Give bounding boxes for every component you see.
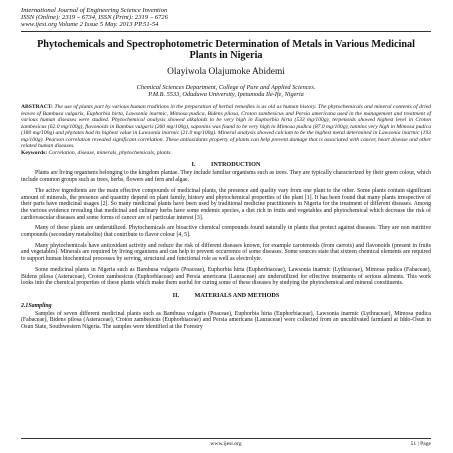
- journal-name: International Journal of Engineering Science Invention: [21, 7, 168, 14]
- journal-issn: ISSN (Online): 2319 – 6734, ISSN (Print): 2319 – 6726: [21, 14, 168, 22]
- page-footer: [21, 438, 431, 448]
- header-rule: [21, 31, 431, 32]
- abstract-text: The use of plants part by various human traditions in the preparation of herbal remedies is as old as human history. The phytochemicals and mineral contents of dried leaves of Bambusa vulgaris, Euphorbia hirta, Lawsonia inarmic, Mimosa pudica, Bidens pilosa, Croton zambesicus and Persia americana used in the management and treatment of various human diseases were studied. Phytochemical analysis showed alkaloids to be very high in Euphorbia hirta (533 mg/100g), terpenoids showed highest level in Croton zambesicus (62.0 mg/100g), flavonoids in Bambus vulgaris (260 mg/100g), saponins was found to be very high in Mimosa pudica (87.0 mg/100g), tannins very high in Mimosa pudica (180 mg/100g) and phytates had its highest value in Lawsonia inarmic (21.0 mg/100g). Mineral analysis showed calcium to be the highest metal determined in Lawsonia inarmic (193 mg/100g). Pearson correlation revealed significant correlation. These antioxidants property of plants can help prevent damage that is associated with cancer, heart disease and other related human diseases.: [21, 104, 431, 150]
- intro-paragraph-2: The active ingredients are the main effective compounds of medicinal plants, the presence and quality vary from one plant to the other. Some plants contain significant amount of minerals, the presence and quantity depend on plant family, history and phytochemical properties of the plant [1]. It has been found that many plants irrespective of their parts have medicinal usages [2]. So many medicinal plants have been used by traditional medicine practitioners in Nigeria for the treatment of different diseases. Among the various evidence revealing that medicinal and culinary herbs have some endemic species, a diet rich in fruits and vegetables and phytochemical which decrease the risk of cardiovascular diseases and some forms of cancer are of particular interest [3].: [21, 187, 431, 221]
- abstract: [21, 104, 431, 150]
- author-name: Olayiwola Olajumoke Abidemi: [167, 67, 285, 78]
- methods-paragraph-1: Samples of seven different medicinal plants such as Bambusa vulgaris (Poaceae), Euphorbia hirta (Euphorbiaceae), Lawsonia inarmic (Lythraceae), Mimosa pudica (Fabaceae), Bidens pilosa (Asteraceae), Croton zambesicus (Euphorbiaceae) and Persia americana (Lauraceae) were collected from an uncultivated farmland at Iddo-Osun in Osun State, Southwestern Nigeria. The samples were identified at the Forestry: [21, 310, 431, 331]
- keywords: [21, 150, 431, 157]
- page-number: 51 | Page: [410, 441, 431, 447]
- affiliation: [21, 84, 431, 98]
- intro-paragraph-4: Many phytochemicals have antioxidant activity and reduce the risk of different diseases known, for example carotenoids (from carrots) and flavonoids (present in fruits and vegetables). Minerals are required by living organisms and can help to prevent occurrence of some diseases. Some sources state that sixteen chemical elements are required to support human biochemical processes by serving, structural and functional role as well as electrolyte.: [21, 242, 431, 263]
- footer-rule: [21, 438, 431, 439]
- keywords-text: Correlation, disease, minerals, phytochemicals, plants.: [48, 149, 172, 156]
- footer-url: www.ijesi.org: [210, 441, 242, 447]
- keywords-label: Keywords:: [21, 149, 48, 156]
- affiliation-line-1: Chemical Sciences Department, College of Pure and Applied Sciences.: [136, 84, 316, 92]
- intro-paragraph-3: Many of these plants are underutilized. Phytochemicals are bioactive chemical compounds found naturally in plants that protect against diseases. They are non nutritive compounds (secondary metabolite) that contribute to flavor colour [4, 5].: [21, 225, 431, 239]
- intro-paragraph-1: Plants are living organisms belonging to the kingdom plantae. They include familiar organisms such as trees. They are typically characterized by their green colour, which include common groups such as trees, herbs, flowers and fern and algae.: [21, 170, 431, 184]
- paper-title: Phytochemicals and Spectrophotometric Determination of Metals in Various Medicinal Plants in Nigeria: [37, 38, 415, 62]
- intro-paragraph-5: Some medicinal plants in Nigeria such as Bambusa vulgaris (Poaceae), Euphorbia hirta (Euphorbiaceae), Lawsonia inarmic (Lythraceae), Mimosa pudica (Fabaceae), Bidens pilosa (Asteraceae), Croton zambesicus (Euphorbiaceae) and Persia americana (Lauraceae) are underutilized for effective treatments of serious ailments. This work looks into the chemical properties of these plants which make them useful for curing some of these diseases by studying the phytochemical and mineral constituents.: [21, 266, 431, 287]
- abstract-label: ABSTRACT:: [21, 104, 53, 111]
- affiliation-line-2: P.M.B. 5533, Oduduwa University, Ipetumodu Ile-Ife, Nigeria: [148, 91, 304, 99]
- journal-volume: www.ijesi.org Volume 2 Issue 5 May. 2013 PP.51-54: [21, 21, 159, 29]
- section-heading-introduction: I. INTRODUCTION: [191, 161, 261, 169]
- subsection-sampling: 2.1Sampling: [21, 302, 52, 309]
- section-heading-methods: II. MATERIALS AND METHODS: [172, 291, 280, 299]
